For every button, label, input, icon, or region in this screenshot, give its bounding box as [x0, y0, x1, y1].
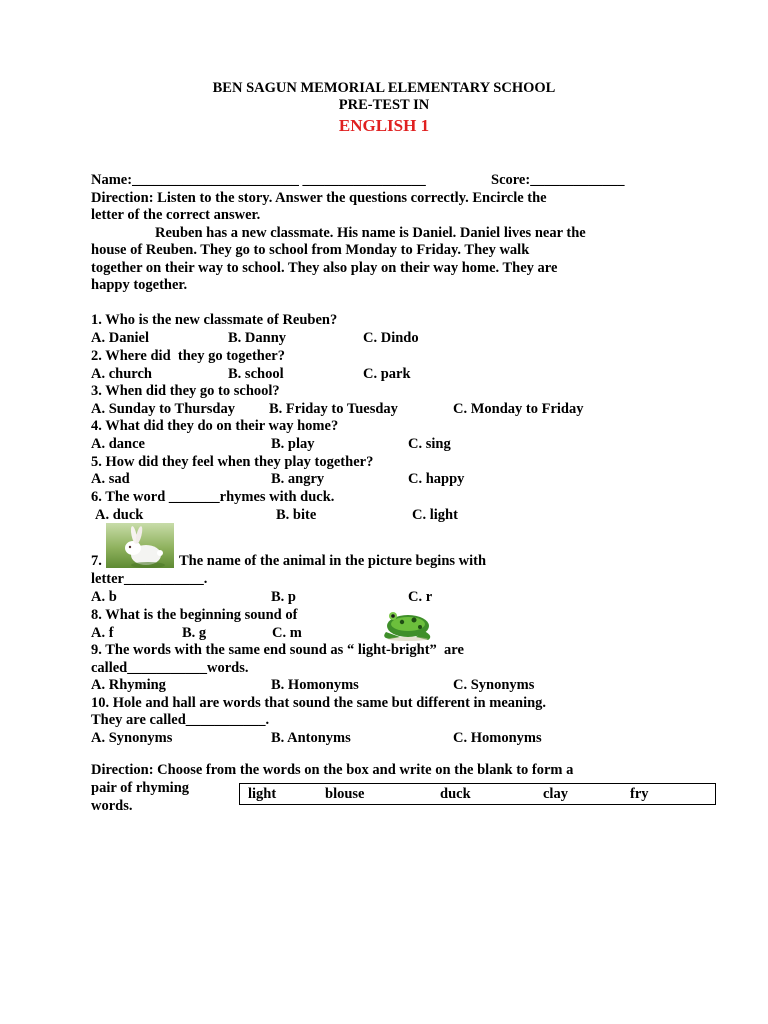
choice-c: C. park: [363, 366, 411, 382]
word-box-item: light: [248, 786, 277, 802]
direction-2-line: Direction: Choose from the words on the box and write on the blank to form a: [91, 762, 574, 778]
word-box-item: clay: [543, 786, 568, 802]
question-1: 1. Who is the new classmate of Reuben?: [91, 312, 338, 328]
question-8: 8. What is the beginning sound of: [91, 607, 298, 623]
direction-line: Direction: Listen to the story. Answer the questions correctly. Encircle the: [91, 190, 547, 206]
choice-c: C. Dindo: [363, 330, 419, 346]
word-box-item: duck: [440, 786, 471, 802]
question-7: The name of the animal in the picture begins with: [179, 553, 487, 569]
question-7-number: 7.: [91, 553, 102, 569]
question-9-line2: called___________words.: [91, 660, 249, 676]
choice-b: B. Homonyms: [271, 677, 359, 693]
direction-2-line: pair of rhyming: [91, 780, 190, 796]
score-line: Score:_____________: [491, 172, 625, 188]
question-9: 9. The words with the same end sound as “ light-bright” are: [91, 642, 464, 658]
choice-b: B. play: [271, 436, 315, 452]
question-10-line2: They are called___________.: [91, 712, 270, 728]
choice-a: A. Synonyms: [91, 730, 173, 746]
frog-image: [378, 602, 436, 642]
choice-a: A. duck: [95, 507, 144, 523]
name-line: Name:_______________________ _________________: [91, 172, 426, 188]
word-box-item: blouse: [325, 786, 365, 802]
direction-line: letter of the correct answer.: [91, 207, 261, 223]
choice-c: C. sing: [408, 436, 451, 452]
choice-a: A. church: [91, 366, 152, 382]
choice-b: B. school: [228, 366, 284, 382]
question-3: 3. When did they go to school?: [91, 383, 280, 399]
choice-a: A. f: [91, 625, 114, 641]
question-2: 2. Where did they go together?: [91, 348, 285, 364]
choice-a: A. dance: [91, 436, 145, 452]
school-name: BEN SAGUN MEMORIAL ELEMENTARY SCHOOL: [212, 80, 556, 96]
subject-title: ENGLISH 1: [338, 116, 430, 135]
story-line: Reuben has a new classmate. His name is Daniel. Daniel lives near the: [155, 225, 586, 241]
question-7-line2: letter___________.: [91, 571, 208, 587]
choice-b: B. Antonyms: [271, 730, 351, 746]
word-box: [239, 783, 716, 805]
question-4: 4. What did they do on their way home?: [91, 418, 339, 434]
choice-c: C. Synonyms: [453, 677, 535, 693]
choice-a: A. Rhyming: [91, 677, 166, 693]
choice-a: A. b: [91, 589, 117, 605]
choice-c: C. happy: [408, 471, 465, 487]
question-10: 10. Hole and hall are words that sound the same but different in meaning.: [91, 695, 547, 711]
choice-b: B. p: [271, 589, 296, 605]
story-line: house of Reuben. They go to school from Monday to Friday. They walk: [91, 242, 530, 258]
story-line: together on their way to school. They also play on their way home. They are: [91, 260, 558, 276]
choice-c: C. Monday to Friday: [453, 401, 584, 417]
choice-b: B. bite: [276, 507, 317, 523]
choice-a: A. Daniel: [91, 330, 149, 346]
choice-b: B. Friday to Tuesday: [269, 401, 398, 417]
rabbit-image: [106, 523, 174, 568]
word-box-item: fry: [630, 786, 649, 802]
choice-b: B. Danny: [228, 330, 287, 346]
story-line: happy together.: [91, 277, 188, 293]
choice-a: A. Sunday to Thursday: [91, 401, 235, 417]
choice-b: B. g: [182, 625, 207, 641]
choice-c: C. light: [412, 507, 458, 523]
choice-c: C. m: [272, 625, 302, 641]
direction-2-line: words.: [91, 798, 133, 814]
question-6: 6. The word _______rhymes with duck.: [91, 489, 335, 505]
question-5: 5. How did they feel when they play together?: [91, 454, 374, 470]
choice-a: A. sad: [91, 471, 130, 487]
test-subtitle: PRE-TEST IN: [338, 97, 430, 113]
choice-b: B. angry: [271, 471, 325, 487]
choice-c: C. Homonyms: [453, 730, 542, 746]
choice-c: C. r: [408, 589, 433, 605]
